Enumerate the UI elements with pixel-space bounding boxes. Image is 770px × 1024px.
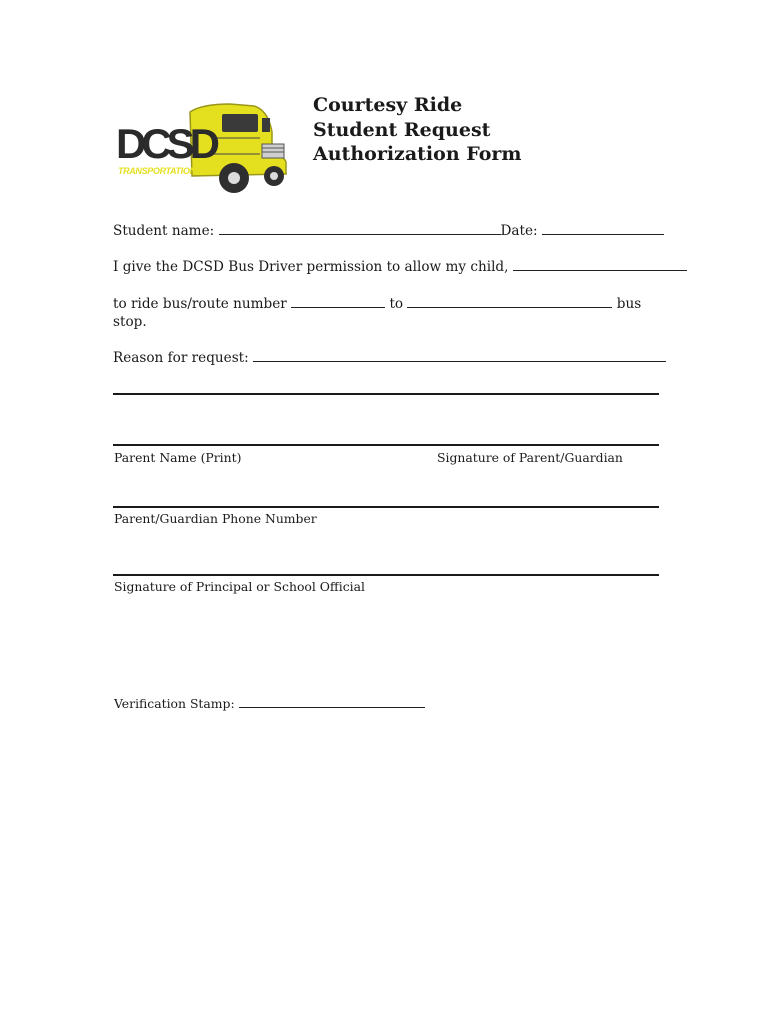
permission-text: I give the DCSD Bus Driver permission to allow my child, — [113, 259, 509, 275]
reason-row — [113, 349, 666, 366]
reason-continuation-line[interactable] — [113, 393, 659, 395]
dcsd-transportation-logo — [112, 96, 292, 196]
title-line-1: Courtesy Ride — [313, 94, 463, 116]
ride-text-4: stop. — [113, 314, 147, 330]
logo-subtext: TRANSPORTATION — [118, 166, 196, 176]
bus-stop-field[interactable] — [407, 295, 612, 308]
verification-stamp-row — [114, 696, 425, 711]
permission-row — [113, 258, 687, 275]
parent-name-label: Parent Name (Print) — [114, 450, 242, 465]
reason-field[interactable] — [253, 349, 666, 362]
date-field[interactable] — [542, 222, 664, 235]
ride-text-3: bus — [616, 296, 642, 312]
child-name-field[interactable] — [513, 258, 687, 271]
reason-label: Reason for request: — [113, 350, 249, 366]
parent-signature-line[interactable] — [113, 444, 659, 446]
student-name-label: Student name: — [113, 223, 215, 239]
route-number-field[interactable] — [291, 295, 385, 308]
student-name-field[interactable] — [219, 222, 501, 235]
logo-text: DCSD — [116, 120, 220, 167]
ride-text-1: to ride bus/route number — [113, 296, 287, 312]
title-line-3: Authorization Form — [313, 143, 522, 165]
verification-stamp-label: Verification Stamp: — [114, 696, 235, 711]
form-title — [313, 93, 521, 167]
principal-signature-line[interactable] — [113, 574, 659, 576]
principal-signature-label: Signature of Principal or School Official — [114, 579, 365, 594]
date-label: Date: — [500, 223, 538, 239]
ride-text-2: to — [389, 296, 404, 312]
parent-signature-label: Signature of Parent/Guardian — [437, 450, 623, 465]
title-line-2: Student Request — [313, 118, 491, 141]
verification-stamp-field[interactable] — [239, 696, 425, 708]
parent-phone-label: Parent/Guardian Phone Number — [114, 511, 317, 526]
ride-row — [113, 295, 641, 312]
student-name-row — [113, 222, 664, 239]
parent-phone-line[interactable] — [113, 506, 659, 508]
